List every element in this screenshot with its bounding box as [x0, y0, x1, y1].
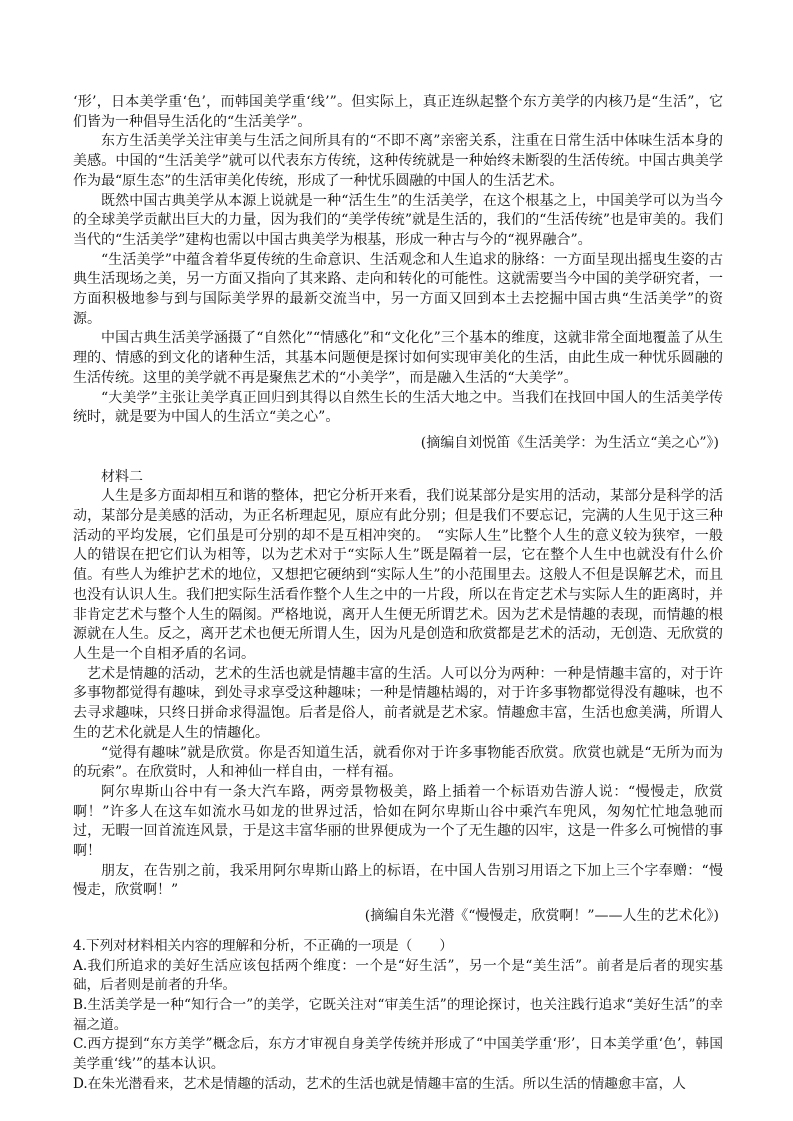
- question-option-a: A.我们所追求的美好生活应该包括两个维度：一个是“好生活”，另一个是“美生活”。前者是后者的现实基础，后者则是前者的升华。: [73, 957, 723, 994]
- material2-title: 材料二: [101, 468, 143, 485]
- spacer: [73, 454, 723, 468]
- material2-paragraph-4: 阿尔卑斯山谷中有一条大汽车路，两旁景物极美，路上插着一个标语劝告游人说：“慢慢走，欣赏啊！”许多人在这车如流水马如龙的世界过活，恰如在阿尔卑斯山谷中乘汽车兜风，匆匆忙忙地急驰而过，无暇一回首流连风景，于是这丰富华丽的世界便成为一个了无生趣的囚牢，这是一件多么可惋惜的事啊！: [73, 783, 723, 860]
- material2-paragraph-3: “觉得有趣味”就是欣赏。你是否知道生活，就看你对于许多事物能否欣赏。欣赏也就是“无所为而为的玩索”。在欣赏时，人和神仙一样自由，一样有福。: [73, 744, 723, 781]
- material1-paragraph-5: 中国古典生活美学涵摄了“自然化”“情感化”和“文化化”三个基本的维度，这就非常全面地覆盖了从生理的、情感的到文化的诸种生活，其基本问题便是探讨如何实现审美化的生活，由此生成一种忧乐圆融的生活传统。这里的美学就不再是聚焦艺术的“小美学”，而是融入生活的“大美学”。: [73, 330, 723, 386]
- question-option-b: B.生活美学是一种“知行合一”的美学，它既关注对“审美生活”的理论探讨，也关注践行追求“美好生活”的幸福之道。: [73, 996, 723, 1033]
- material1-paragraph-4: “生活美学”中蕴含着华夏传统的生命意识、生活观念和人生追求的脉络：一方面呈现出摇曳生姿的古典生活现场之美，另一方面又指向了其来路、走向和转化的可能性。这就需要当今中国的美学研究者，一方面积极地参与到与国际美学界的最新交流当中，另一方面又回到本土去挖掘中国古典“生活美学”的资源。: [73, 251, 723, 327]
- material1-source: (摘编自刘悦笛《生活美学：为生活立“美之心”》): [420, 434, 719, 451]
- material1-paragraph-6: “大美学”主张让美学真正回归到其得以自然生长的生活大地之中。当我们在找回中国人的生活美学传统时，就是要为中国人的生活立“美之心”。: [73, 389, 723, 426]
- material1-paragraph-3: 既然中国古典美学从本源上说就是一种“活生生”的生活美学，在这个根基之上，中国美学可以为当今的全球美学贡献出巨大的力量，因为我们的“美学传统”就是生活的，我们的“生活传统”也是审美的。我们当代的“生活美学”建构也需以中国古典美学为根基，形成一种古与今的“视界融合”。: [73, 192, 723, 248]
- question-option-c: C.西方提到“东方美学”概念后，东方才审视自身美学传统并形成了“中国美学重‘形’，日本美学重‘色’，韩国美学重‘线’”的基本认识。: [73, 1036, 723, 1073]
- material2-paragraph-2: 艺术是情趣的活动，艺术的生活也就是情趣丰富的生活。人可以分为两种：一种是情趣丰富的，对于许多事物都觉得有趣味，到处寻求享受这种趣味；一种是情趣枯竭的，对于许多事物都觉得没有趣味，也不去寻求趣味，只终日拼命求得温饱。后者是俗人，前者就是艺术家。情趣愈丰富，生活也愈美满，所谓人生的艺术化就是人生的情趣化。: [73, 665, 723, 741]
- document-page: [73, 93, 723, 1094]
- material2-source: (摘编自朱光潜《“慢慢走，欣赏啊！”——人生的艺术化》): [364, 908, 719, 925]
- material1-paragraph-2: 东方生活美学关注审美与生活之间所具有的“不即不离”亲密关系，注重在日常生活中体味生活本身的美感。中国的“生活美学”就可以代表东方传统，这种传统就是一种始终未断裂的生活传统。中国古典美学作为最“原生态”的生活审美化传统，形成了一种忧乐圆融的中国人的生活艺术。: [73, 133, 723, 189]
- material2-paragraph-5: 朋友，在告别之前，我采用阿尔卑斯山路上的标语，在中国人告别习用语之下加上三个字奉赠：“慢慢走，欣赏啊！”: [73, 862, 723, 899]
- material2-paragraph-1: 人生是多方面却相互和谐的整体，把它分析开来看，我们说某部分是实用的活动，某部分是科学的活动，某部分是美感的活动，为正名析理起见，原应有此分别；但是我们不要忘记，完满的人生见于这三种活动的平均发展，它们虽是可分别的却不是互相冲突的。 “实际人生”比整个人生的意义较为狭窄，一般人的错误在把它们认为相等，以为艺术对于“实际人生”既是隔着一层，它在整个人生中也就没有什么价值。有些人为维护艺术的地位，又想把它硬纳到“实际人生”的小范围里去。这般人不但是误解艺术，而且也没有认识人生。我们把实际生活看作整个人生之中的一片段，所以在肯定艺术与实际人生的距离时，并非肯定艺术与整个人生的隔阂。严格地说，离开人生便无所谓艺术。因为艺术是情趣的表现，而情趣的根源就在人生。反之，离开艺术也便无所谓人生，因为凡是创造和欣赏都是艺术的活动，无创造、无欣赏的人生是一个自相矛盾的名词。: [73, 488, 723, 662]
- question-stem: 4.下列对材料相关内容的理解和分析，不正确的一项是（ ）: [73, 937, 453, 954]
- material1-paragraph-1: ‘形’，日本美学重‘色’，而韩国美学重‘线’”。但实际上，真正连纵起整个东方美学的内核乃是“生活”，它们皆为一种倡导生活化的“生活美学”。: [73, 94, 723, 130]
- question-option-d: D.在朱光潜看来，艺术是情趣的活动，艺术的生活也就是情趣丰富的生活。所以生活的情趣愈丰富，人: [73, 1075, 686, 1092]
- spacer: [73, 927, 723, 937]
